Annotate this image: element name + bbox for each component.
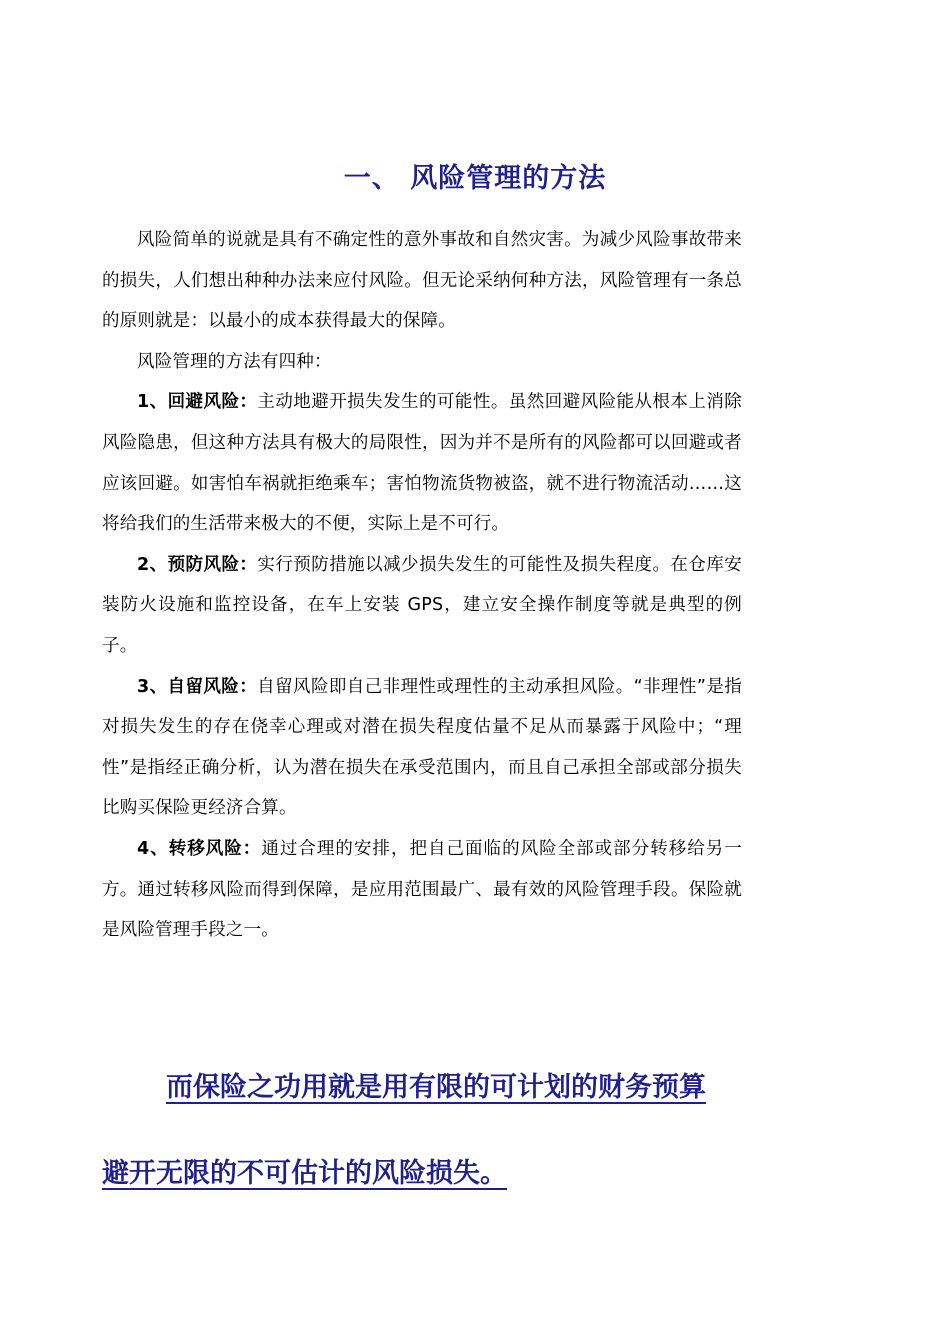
method-paragraph-1 [102,382,742,544]
method-paragraph-3 [102,667,742,829]
methods-intro: 风险管理的方法有四种： [137,351,332,372]
slogan-line-2: 避开无限的不可估计的风险损失。 [102,1158,507,1189]
method-label: 2、预防风险： [137,554,258,575]
slogan-line-1: 而保险之功用就是用有限的可计划的财务预算 [166,1072,706,1103]
method-paragraph-4 [102,829,742,951]
slogan [102,1045,752,1217]
method-text: 通过合理的安排，把自己面临的风险全部或部分转移给另一方。通过转移风险而得到保障，是应用范围最广、最有效的风险管理手段。保险就是风险管理手段之一。 [102,838,742,941]
method-label: 1、回避风险： [137,392,258,413]
method-text: 自留风险即自己非理性或理性的主动承担风险。“非理性”是指对损失发生的存在侥幸心理或对潜在损失程度估量不足从而暴露于风险中；“理性”是指经正确分析，认为潜在损失在承受范围内，而且自己承担全部或部分损失比购买保险更经济合算。 [102,676,743,819]
body-text [102,220,742,951]
method-label: 4、转移风险： [137,838,262,859]
intro-paragraph: 风险简单的说就是具有不确定性的意外事故和自然灾害。为减少风险事故带来的损失，人们想出种种办法来应付风险。但无论采纳何种方法，风险管理有一条总的原则就是：以最小的成本获得最大的保障。 [102,230,742,332]
method-text: 实行预防措施以减少损失发生的可能性及损失程度。在仓库安装防火设施和监控设备，在车上安装 GPS，建立安全操作制度等就是典型的例子。 [102,554,742,656]
method-text: 主动地避开损失发生的可能性。虽然回避风险能从根本上消除风险隐患，但这种方法具有极大的局限性，因为并不是所有的风险都可以回避或者应该回避。如害怕车祸就拒绝乘车；害怕物流货物被盗，就不进行物流活动……这将给我们的生活带来极大的不便，实际上是不可行。 [102,392,742,535]
method-label: 3、自留风险： [137,676,258,697]
method-paragraph-2 [102,545,742,667]
page-title: 一、 风险管理的方法 [343,163,607,194]
